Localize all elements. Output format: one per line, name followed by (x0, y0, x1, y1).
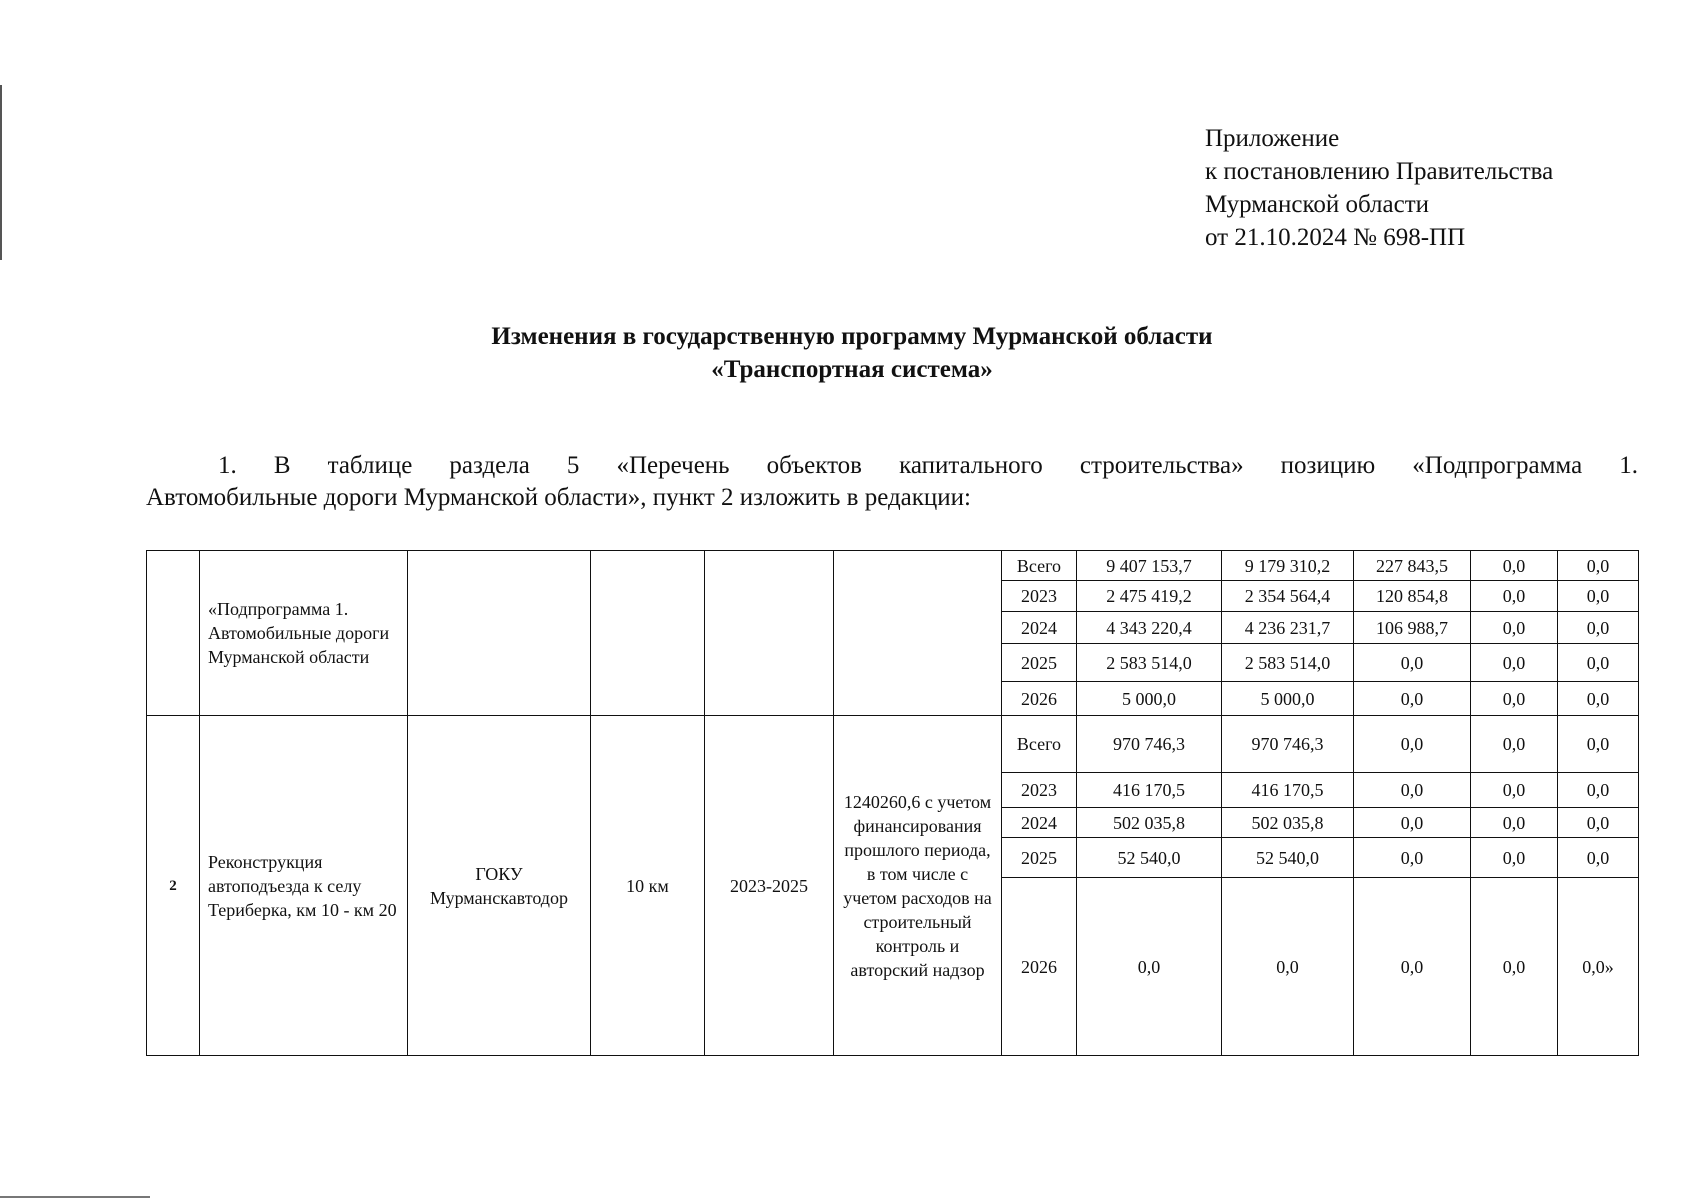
amount-cell: 0,0 (1558, 838, 1639, 878)
amount-cell: 0,0 (1354, 716, 1471, 773)
amount-cell: 0,0 (1471, 773, 1558, 808)
scan-edge-line (0, 85, 2, 260)
amount-cell: 2 583 514,0 (1077, 644, 1222, 682)
table-cell-empty (705, 551, 834, 716)
amount-cell: 2 354 564,4 (1222, 581, 1354, 612)
object-name: Реконструкция автоподъезда к селу Териберка, км 10 - км 20 (200, 716, 408, 1056)
amount-cell: 0,0 (1471, 716, 1558, 773)
table-cell-empty (591, 551, 705, 716)
amount-cell: 0,0 (1558, 644, 1639, 682)
amount-cell: 0,0 (1354, 808, 1471, 838)
amount-cell: 416 170,5 (1077, 773, 1222, 808)
table-cell-empty (834, 551, 1002, 716)
year-cell: 2025 (1002, 644, 1077, 682)
amount-cell: 9 407 153,7 (1077, 551, 1222, 581)
table-row (147, 716, 1639, 773)
amount-cell: 52 540,0 (1077, 838, 1222, 878)
construction-period: 2023-2025 (705, 716, 834, 1056)
amount-cell: 2 475 419,2 (1077, 581, 1222, 612)
amount-cell: 120 854,8 (1354, 581, 1471, 612)
amount-cell: 0,0 (1354, 773, 1471, 808)
amount-cell: 0,0 (1471, 878, 1558, 1056)
table-row (147, 551, 1639, 581)
amount-cell: 0,0 (1471, 808, 1558, 838)
year-cell: 2023 (1002, 773, 1077, 808)
amount-cell: 0,0 (1354, 682, 1471, 716)
table-cell-empty (408, 551, 591, 716)
amount-cell: 0,0 (1354, 644, 1471, 682)
year-cell: 2024 (1002, 808, 1077, 838)
appendix-date-number: от 21.10.2024 № 698-ПП (1205, 224, 1466, 251)
year-cell: 2023 (1002, 581, 1077, 612)
estimated-cost: 1240260,6 с учетом финансирования прошлого периода, в том числе с учетом расходов на строительный контроль и авторский надзор (834, 716, 1002, 1056)
capital-construction-table (146, 550, 1639, 1056)
appendix-line: Мурманской области (1205, 191, 1430, 218)
amount-cell: 970 746,3 (1222, 716, 1354, 773)
amount-cell: 0,0 (1471, 551, 1558, 581)
amount-cell: 0,0 (1558, 551, 1639, 581)
item-number: 2 (147, 716, 200, 1056)
amount-cell: 0,0 (1558, 612, 1639, 644)
capacity-value: 10 км (591, 716, 705, 1056)
year-cell: Всего (1002, 551, 1077, 581)
amount-cell: 0,0 (1077, 878, 1222, 1056)
year-cell: 2026 (1002, 682, 1077, 716)
amount-cell: 0,0 (1558, 773, 1639, 808)
amount-cell: 2 583 514,0 (1222, 644, 1354, 682)
table-cell-empty (147, 551, 200, 716)
year-cell: Всего (1002, 716, 1077, 773)
subprogram-name: «Подпрограмма 1. Автомобильные дороги Мурманской области (200, 551, 408, 716)
amount-cell: 9 179 310,2 (1222, 551, 1354, 581)
document-title (0, 320, 1704, 386)
amount-cell: 0,0 (1471, 682, 1558, 716)
amount-cell: 0,0 (1471, 838, 1558, 878)
paragraph-line: Автомобильные дороги Мурманской области», пункт 2 изложить в редакции: (146, 484, 971, 511)
paragraph-line: 1. В таблице раздела 5 «Перечень объектов капитального строительства» позицию «Подпрограмма 1. (218, 452, 1638, 479)
appendix-line: к постановлению Правительства (1205, 158, 1554, 185)
appendix-line: Приложение (1205, 125, 1340, 152)
scan-bottom-line (0, 1196, 150, 1198)
appendix-header (1205, 122, 1553, 254)
amount-cell: 502 035,8 (1222, 808, 1354, 838)
title-line: «Транспортная система» (711, 356, 993, 383)
amount-cell: 5 000,0 (1222, 682, 1354, 716)
amount-cell: 0,0 (1222, 878, 1354, 1056)
amount-cell: 227 843,5 (1354, 551, 1471, 581)
year-cell: 2026 (1002, 878, 1077, 1056)
amount-cell: 0,0 (1354, 878, 1471, 1056)
amount-cell: 0,0 (1558, 716, 1639, 773)
amount-cell: 52 540,0 (1222, 838, 1354, 878)
title-line: Изменения в государственную программу Мурманской области (491, 323, 1213, 350)
amount-cell: 0,0 (1471, 612, 1558, 644)
amount-cell: 0,0 (1558, 581, 1639, 612)
amount-cell: 0,0» (1558, 878, 1639, 1056)
amount-cell: 0,0 (1558, 808, 1639, 838)
amount-cell: 0,0 (1471, 644, 1558, 682)
amount-cell: 0,0 (1471, 581, 1558, 612)
amount-cell: 416 170,5 (1222, 773, 1354, 808)
amount-cell: 502 035,8 (1077, 808, 1222, 838)
amount-cell: 0,0 (1558, 682, 1639, 716)
amount-cell: 4 236 231,7 (1222, 612, 1354, 644)
amount-cell: 970 746,3 (1077, 716, 1222, 773)
customer-name: ГОКУ Мурманскавтодор (408, 716, 591, 1056)
amount-cell: 106 988,7 (1354, 612, 1471, 644)
year-cell: 2025 (1002, 838, 1077, 878)
instruction-paragraph (146, 450, 1638, 514)
amount-cell: 0,0 (1354, 838, 1471, 878)
amount-cell: 4 343 220,4 (1077, 612, 1222, 644)
year-cell: 2024 (1002, 612, 1077, 644)
amount-cell: 5 000,0 (1077, 682, 1222, 716)
